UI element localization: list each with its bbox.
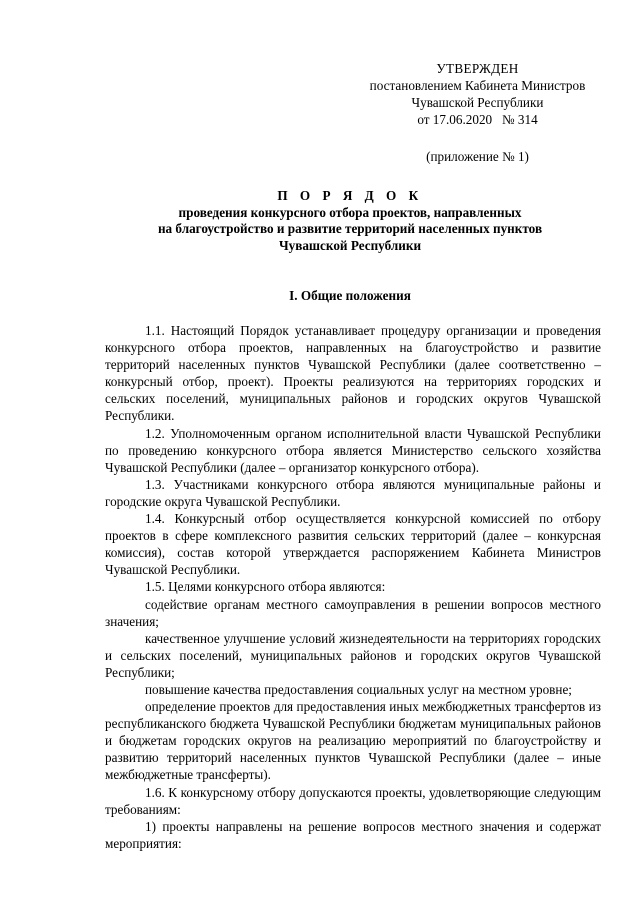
paragraph: 1.3. Участниками конкурсного отбора являются муниципальные районы и городские округа Чувашской Республики. (105, 476, 601, 509)
section-heading: I. Общие положения (289, 288, 411, 303)
approval-line-1: постановлением Кабинета Министров (369, 78, 586, 93)
approval-line-2: Чувашской Республики (411, 95, 544, 110)
approval-stamp (355, 60, 600, 165)
paragraph: 1.6. К конкурсному отбору допускаются проекты, удовлетворяющие следующим требованиям: (105, 784, 601, 817)
approval-line-3: от 17.06.2020 № 314 (417, 112, 538, 127)
appendix-note: (приложение № 1) (426, 149, 529, 164)
document-subtitle-line-3: Чувашской Республики (278, 237, 422, 253)
paragraph: 1.5. Целями конкурсного отбора являются: (145, 579, 386, 595)
paragraph: определение проектов для предоставления иных межбюджетных трансфертов из республиканского бюджета Чувашской Республики бюджетам муниципальных районов и бюджетам городских округов на реализацию мероприятий по благоустройству и развитию территорий населенных пунктов Чувашской Республики (далее – иные межбюджетные трансферты). (105, 699, 601, 783)
document-title-block (100, 188, 600, 254)
paragraph: 1.2. Уполномоченным органом исполнительной власти Чувашской Республики по проведению конкурсного отбора является Министерство сельского хозяйства Чувашской Республики (далее – организатор конкурсного отбора). (105, 425, 601, 475)
document-subtitle-line-2: на благоустройство и развитие территорий населенных пунктов (157, 221, 543, 236)
document-subtitle-line-1: проведения конкурсного отбора проектов, направленных (178, 204, 522, 220)
approval-title: УТВЕРЖДЕН (436, 61, 519, 76)
document-body (105, 322, 601, 852)
paragraph: 1.1. Настоящий Порядок устанавливает процедуру организации и проведения конкурсного отбора проектов, направленных на благоустройство и развитие территорий населенных пунктов Чувашской Республики (далее соответственно – конкурсный отбор, проект). Проекты реализуются на территориях городских и сельских поселений, муниципальных районов и городских округов Чувашской Республики. (105, 323, 601, 424)
paragraph: содействие органам местного самоуправления в решении вопросов местного значения; (105, 596, 601, 629)
paragraph: 1.4. Конкурсный отбор осуществляется конкурсной комиссией по отбору проектов в сфере комплексного развития сельских территорий (далее – конкурсная комиссия), состав которой утверждается распоряжением Кабинета Министров Чувашской Республики. (105, 511, 601, 578)
paragraph: повышение качества предоставления социальных услуг на местном уровне; (145, 681, 572, 697)
document-title: П О Р Я Д О К (277, 188, 423, 203)
paragraph: 1) проекты направлены на решение вопросов местного значения и содержат мероприятия: (105, 818, 601, 851)
paragraph: качественное улучшение условий жизнедеятельности на территориях городских и сельских поселений, муниципальных районов и городских округов Чувашской Республики; (105, 630, 601, 680)
